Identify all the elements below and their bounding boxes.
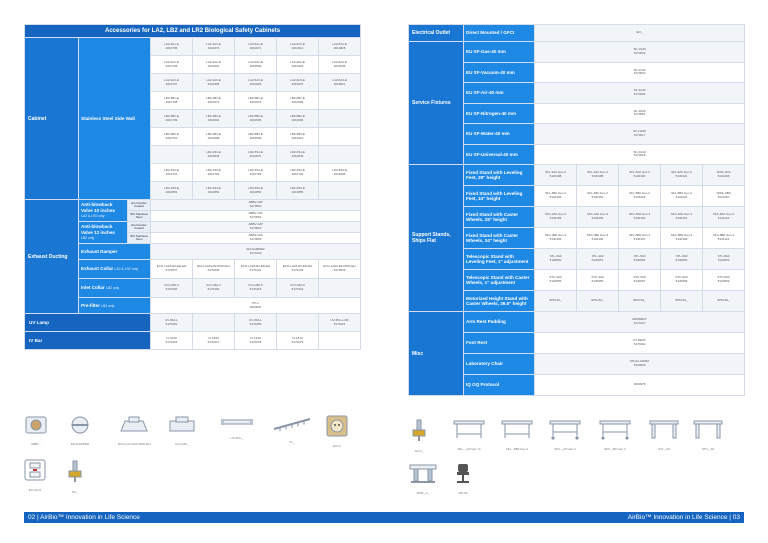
thumbnail-caption: STC-_A0 — [701, 447, 715, 451]
part-number-cell: SF-1A40 5170006 — [535, 83, 745, 104]
part-number-cell: STL-4A0 5130051 — [577, 249, 619, 270]
product-thumbnail — [24, 415, 48, 446]
part-number-cell: SF-1V40 5170003 — [535, 62, 745, 83]
part-number-cell: LR2-5S1-E 2010847 — [235, 146, 277, 164]
section-label-exhaust: Exhaust Ducting — [25, 200, 79, 314]
part-number-cell: STC-5A0 5130057 — [619, 270, 661, 291]
gas-fixture-icon — [408, 418, 430, 447]
thumbnail-caption: ABBV_ — [31, 442, 41, 446]
product-thumbnail — [598, 418, 632, 451]
thumbnail-caption: STL-_A0 — [658, 447, 670, 451]
part-number-cell: SFC-8B0 Gen 2 5131123 — [703, 228, 745, 249]
item-label-text: Exhaust Collar — [81, 266, 114, 272]
part-number-cell: LA2-6A2-E 2010603 — [277, 56, 319, 74]
part-number-cell: LA2-4A1-E 2010673 — [193, 38, 235, 56]
part-number-cell: SFL-6B0 Gen 2 5131004 — [661, 186, 703, 207]
item-label-stand: Fixed Stand with Leveling Feet, 28" height — [464, 165, 535, 186]
thumbnail-caption: SFC-_B0 Gen 2 — [604, 447, 626, 451]
part-number-cell: ICO-LB2-6 5170322 — [277, 279, 319, 298]
thumbnail-caption: ED-DAMPER — [70, 442, 89, 446]
part-number-cell: LR2-5S3-E 2010853 — [235, 182, 277, 200]
stand-icon — [500, 418, 534, 445]
item-label-fixture: EU SF-Air-40 mm — [464, 83, 535, 104]
part-number-cell: LR2-4S1-E 2010845 — [193, 146, 235, 164]
part-number-cell: IV-3100 5170216 — [151, 332, 193, 350]
item-label-fixture: EU SF-Universal-40 mm — [464, 144, 535, 165]
item-label-stand: Telescopic Stand with Leveling Feet, 1" adjustment — [464, 249, 535, 270]
right-table-body — [409, 25, 745, 396]
part-number-cell: LB2-3B2-E 2010709 — [151, 110, 193, 128]
part-number-cell: ED-DAMPER 5170134 — [151, 244, 361, 260]
part-number-cell — [277, 314, 319, 332]
table-row — [25, 200, 361, 211]
part-number-cell: SFL-4B0 Gen 2 5130151 — [577, 186, 619, 207]
motorized-stand-icon — [408, 462, 438, 489]
product-thumbnail — [648, 418, 680, 451]
part-number-cell: LA2-5A2-E 2010602 — [235, 56, 277, 74]
service-fixture-icon — [64, 459, 86, 488]
part-number-cell: SFC-3B0 Gen 2 5130165 — [535, 228, 577, 249]
right-product-thumbnails — [408, 418, 748, 503]
part-number-cell: IV-1240 5170278 — [235, 332, 277, 350]
thumbnail-caption: EO-GFCI — [28, 488, 42, 492]
part-number-cell: STC-3A0 5130055 — [535, 270, 577, 291]
product-thumbnail — [68, 415, 92, 446]
part-number-cell: LA2-8A2-E 2011505 — [319, 56, 361, 74]
part-number-cell: ARMREST 5170127 — [535, 312, 745, 333]
part-number-cell: STL-8A0 5130054 — [703, 249, 745, 270]
part-number-cell: ABBV-12S 5170055 — [151, 233, 361, 244]
damper-icon — [68, 415, 92, 440]
part-number-cell: ABBV-10P 5170052 — [151, 200, 361, 211]
part-number-cell: SF-2U40 5170018 — [535, 144, 745, 165]
part-number-cell: LB2-3B1-E 2010708 — [151, 92, 193, 110]
part-number-cell — [193, 314, 235, 332]
product-thumbnail — [64, 459, 86, 494]
item-label-valve10 — [79, 200, 128, 222]
table-row — [25, 38, 361, 56]
product-thumbnail — [24, 459, 46, 492]
part-number-cell: ICO-LB2-5 5170216 — [235, 279, 277, 298]
item-label-misc: Laboratory Chair — [464, 354, 535, 375]
part-number-cell: MS-02-AR360 5130006 — [535, 354, 745, 375]
product-thumbnail — [326, 415, 348, 448]
part-number-cell: ICO-LB2-3 5170320 — [151, 279, 193, 298]
part-number-cell: LA2-8A3-E 2018021 — [319, 74, 361, 92]
table-row — [25, 314, 361, 332]
thumbnail-caption: SPM-_A_ — [416, 491, 430, 495]
part-number-cell: SFL-4A0 Gen 2 5130188 — [577, 165, 619, 186]
uv-lamp-icon — [220, 415, 254, 434]
finish-label: EG Powder Coated — [128, 200, 151, 211]
part-number-cell: SPM-5A_ — [619, 291, 661, 312]
item-label-text: Inlet Collar — [81, 285, 105, 291]
part-number-cell: LR2-8S2-E 2011006 — [319, 164, 361, 182]
product-thumbnail — [168, 415, 196, 446]
part-number-cell: SPM-4A_ — [577, 291, 619, 312]
part-number-cell: LR2-6S2-E 2010704 — [277, 164, 319, 182]
item-label — [79, 244, 151, 260]
part-number-cell: LB2-5B3-E 2010609 — [235, 128, 277, 146]
part-number-cell: SF-1G40 5170002 — [535, 42, 745, 63]
part-number-cell: SFL-3A0 Gen 2 5130188 — [535, 165, 577, 186]
part-number-cell: STL-3A0 5130050 — [535, 249, 577, 270]
part-number-cell: ECO-LA2/LR2-ED-EH 5170131 — [235, 260, 277, 279]
section-label-service-fixtures: Service Fixtures — [409, 42, 464, 165]
valve-icon — [24, 415, 48, 440]
table-row — [409, 312, 745, 333]
part-number-cell — [319, 92, 361, 110]
part-number-cell: SFC-5B0 Gen 2 5130167 — [619, 228, 661, 249]
part-number-cell: LR2-4S3-E 2010852 — [193, 182, 235, 200]
part-number-cell: LA2-4A3-E 2010605 — [193, 74, 235, 92]
accessories-table — [24, 24, 361, 350]
part-number-cell: LB2-5B1-E 2010674 — [235, 92, 277, 110]
item-note: LA2 & LR2 only — [114, 267, 139, 272]
part-number-cell: 3030378 — [535, 375, 745, 396]
part-number-cell: STL-5A0 5130052 — [619, 249, 661, 270]
part-number-cell: SFC-6B0 Gen 2 5130168 — [661, 228, 703, 249]
right-footer-text: AirBio™ Innovation in Life Science | 03 — [384, 512, 744, 523]
left-footer-text: 02 | AirBio™ Innovation in Life Science — [24, 512, 384, 523]
thumbnail-caption: IV-_ — [289, 440, 295, 444]
item-label-text: Anti-blowback Valve 12 inches — [81, 224, 115, 235]
item-label-fixture: EU SF-Gas-40 mm — [464, 42, 535, 63]
part-number-cell — [319, 332, 361, 350]
part-number-cell: STC-8A0 5130059 — [703, 270, 745, 291]
item-label-misc: Foot Rest — [464, 333, 535, 354]
item-label-text: Anti-blowback Valve 10 inches — [81, 202, 115, 213]
item-label-ivbar: IV Bar — [25, 332, 151, 350]
part-number-cell: SPM-8A_ — [703, 291, 745, 312]
chair-icon — [454, 462, 472, 489]
item-note: LB2 only — [106, 286, 120, 291]
part-number-cell: PF-2 6030001 — [151, 298, 361, 314]
exhaust-section — [25, 200, 361, 314]
item-label-fixture: EU SF-Vacuum-40 mm — [464, 62, 535, 83]
item-label-stand: Fixed Stand with Caster Wheels, 28" height — [464, 207, 535, 228]
part-number-cell: LB2-4B1-E 2010673 — [193, 92, 235, 110]
part-number-cell — [319, 128, 361, 146]
product-thumbnail — [548, 418, 582, 451]
part-number-cell: LB2-6B3-E 2010610 — [277, 128, 319, 146]
part-number-cell: ECO-LA2/LR2-ED-EH 5170037 — [151, 260, 193, 279]
item-label-stand: Motorized Height Stand with Caster Wheels, 39.5" height — [464, 291, 535, 312]
product-thumbnail — [408, 418, 430, 453]
item-label-fixture: EU SF-Nitrogen-40 mm — [464, 103, 535, 124]
right-page — [384, 0, 768, 543]
table-title: Accessories for LA2, LB2 and LR2 Biological Safety Cabinets — [25, 25, 361, 38]
item-label-text: Pre-filter — [81, 302, 100, 308]
part-number-cell — [319, 110, 361, 128]
part-number-cell: STL-6A0 5130053 — [661, 249, 703, 270]
table-row — [25, 332, 361, 350]
part-number-cell: LB2-6B2-E 2010606 — [277, 110, 319, 128]
thumbnail-caption: SFC-_A0 Gen 2 — [554, 447, 576, 451]
part-number-cell: SFC-8A0 Gen 2 5131122 — [703, 207, 745, 228]
product-thumbnail — [220, 415, 254, 440]
part-number-cell: LR2-6S1-E 2010849 — [277, 146, 319, 164]
product-thumbnail — [118, 415, 151, 446]
thumbnail-caption: MS-02 — [458, 491, 468, 495]
part-number-cell: LB2-6B1-E 2010682 — [277, 92, 319, 110]
part-number-cell: ICO-LB2-4 5170263 — [193, 279, 235, 298]
product-thumbnail — [272, 415, 312, 444]
caster-stand-icon — [598, 418, 632, 445]
product-thumbnail — [454, 462, 472, 495]
stand-icon — [452, 418, 486, 445]
part-number-cell: LB2-5B2-E 2010605 — [235, 110, 277, 128]
part-number-cell: LR2-6S3-E 2010855 — [277, 182, 319, 200]
part-number-cell: SFL-5B0 Gen 2 5131003 — [619, 186, 661, 207]
left-product-thumbnails — [24, 415, 364, 505]
item-label — [79, 279, 151, 298]
item-label-side-wall: Stainless Steel Side Wall — [79, 38, 151, 200]
part-number-cell: UV-35A-L-ND 5170231 — [319, 314, 361, 332]
part-number-cell: LA2-6A3-E 2010607 — [277, 74, 319, 92]
part-number-cell: SF-1N40 5170051 — [535, 103, 745, 124]
item-label-fixture: EU SF-Water-40 mm — [464, 124, 535, 145]
section-label-support-stands: Support Stands, Ships Flat — [409, 165, 464, 312]
thumbnail-caption: EO-G — [333, 444, 341, 448]
product-thumbnail — [692, 418, 724, 451]
section-label-outlet: Electrical Outlet — [409, 25, 464, 42]
item-label-outlet: Direct Mounted / GFCI — [464, 25, 535, 42]
part-number-cell: LA2-8A1-E 2010828 — [319, 38, 361, 56]
telescopic-stand-icon — [692, 418, 724, 445]
thumbnail-caption: SFL-_ (all Gen 2) — [457, 447, 481, 451]
part-number-cell: SFL-6A0 Gen 2 5130121 — [661, 165, 703, 186]
thumbnail-caption: ICO-LB2_ — [175, 442, 189, 446]
part-number-cell: LB2-4B2-E 2010604 — [193, 110, 235, 128]
part-number-cell: LR2-4S2-E 2010702 — [193, 164, 235, 182]
thumbnail-caption: ECO-LA2-LR2-MOD-EH — [118, 442, 151, 446]
caster-stand-icon — [548, 418, 582, 445]
item-label-misc: Arm Rest Padding — [464, 312, 535, 333]
part-number-cell: STC-4A0 5130056 — [577, 270, 619, 291]
item-label-valve12 — [79, 222, 128, 244]
thumbnail-caption: UV-35A-_ — [230, 436, 244, 440]
part-number-cell — [151, 146, 193, 164]
thumbnail-caption: SF-_ — [71, 490, 79, 494]
part-number-cell: LR2-3S2-E 2010701 — [151, 164, 193, 182]
part-number-cell: LR2-5S2-E 2010703 — [235, 164, 277, 182]
part-number-cell: SFC-4B0 Gen 2 5130166 — [577, 228, 619, 249]
cabinet-section — [25, 38, 361, 200]
collar-icon — [119, 415, 149, 440]
part-number-cell: SF-1W40 5170017 — [535, 124, 745, 145]
section-label-misc: Misc — [409, 312, 464, 396]
part-number-cell: SPM-3A_ — [535, 291, 577, 312]
item-label-stand: Telescopic Stand with Caster Wheels, 1" adjustment — [464, 270, 535, 291]
part-number-cell: STC-6A0 5130058 — [661, 270, 703, 291]
table-row — [409, 42, 745, 63]
part-number-cell — [319, 182, 361, 200]
item-note: LB2 only — [101, 303, 115, 308]
part-number-cell: SPM-6A_ — [661, 291, 703, 312]
item-label-misc: IQ OQ Protocol — [464, 375, 535, 396]
part-number-cell: LA2-5A3-E 2010606 — [235, 74, 277, 92]
part-number-cell: SFRL-8B0 5131287 — [703, 186, 745, 207]
part-number-cell: SFL-3B0 Gen 2 5130192 — [535, 186, 577, 207]
part-number-cell: UV-35A-L 5170251 — [151, 314, 193, 332]
uv-iv-section — [25, 314, 361, 350]
section-label-cabinet: Cabinet — [25, 38, 79, 200]
item-label — [79, 298, 151, 314]
item-label-stand: Fixed Stand with Leveling Feet, 34" height — [464, 186, 535, 207]
inlet-collar-icon — [168, 415, 196, 440]
item-label — [79, 260, 151, 279]
item-label-stand: Fixed Stand with Caster Wheels, 34" height — [464, 228, 535, 249]
accessories-table-continued — [408, 24, 745, 396]
right-footer — [384, 512, 768, 523]
product-thumbnail — [500, 418, 534, 451]
part-number-cell: LR2-3S3-E 2010851 — [151, 182, 193, 200]
table-row — [409, 165, 745, 186]
part-number-cell: ECO-LA2/LR2-ED-EH 5170132 — [277, 260, 319, 279]
part-number-cell: ABBV-12P 5170053 — [151, 222, 361, 233]
part-number-cell: LA2-3A1-E 2010705 — [151, 38, 193, 56]
item-note: LA2 & LR2 only — [81, 213, 105, 218]
part-number-cell: LB2-3B3-E 2010710 — [151, 128, 193, 146]
left-footer — [0, 512, 384, 523]
finish-label: EG Powder Coated — [128, 222, 151, 233]
part-number-cell: LA2-4A2-E 2010601 — [193, 56, 235, 74]
item-label-uv: UV Lamp — [25, 314, 151, 332]
part-number-cell: UV-35A-L 5170255 — [235, 314, 277, 332]
part-number-cell: FT-REST 5170402 — [535, 333, 745, 354]
part-number-cell: IV-1260 5170217 — [193, 332, 235, 350]
part-number-cell — [319, 146, 361, 164]
part-number-cell: ECO-LA2/LR2-MOD-EH 5170039 — [193, 260, 235, 279]
part-number-cell — [319, 279, 361, 298]
thumbnail-caption: SF-G_ — [414, 449, 424, 453]
finish-label: 304 Stainless Steel — [128, 211, 151, 222]
part-number-cell: LB2-4B3-E 2010608 — [193, 128, 235, 146]
part-number-cell: SFC-4A0 Gen 2 5130152 — [577, 207, 619, 228]
part-number-cell: IV-1870 5170279 — [277, 332, 319, 350]
part-number-cell: LA2-5A1-E 2010671 — [235, 38, 277, 56]
part-number-cell: SFL-5A0 Gen 2 5130190 — [619, 165, 661, 186]
part-number-cell: SFC-5A0 Gen 2 5130162 — [619, 207, 661, 228]
iv-bar-icon — [272, 415, 312, 438]
item-label-text: Exhaust Damper — [81, 248, 118, 254]
part-number-cell: SFRL-8A0 5131286 — [703, 165, 745, 186]
part-number-cell: EO_ — [535, 25, 745, 42]
part-number-cell: LA2-3A3-E 2010707 — [151, 74, 193, 92]
product-thumbnail — [408, 462, 438, 495]
gfci-outlet-icon — [24, 459, 46, 486]
part-number-cell: LA2-3A2-E 2010706 — [151, 56, 193, 74]
part-number-cell: LA2-6A1-E 2010612 — [277, 38, 319, 56]
part-number-cell: SFC-6A0 Gen 2 5130154 — [661, 207, 703, 228]
part-number-cell: ABBV-10S 5170054 — [151, 211, 361, 222]
part-number-cell: ECO-LA2/LR2-MOD-EH 5170536 — [319, 260, 361, 279]
item-note: LB2 only — [81, 235, 95, 240]
outlet-icon — [326, 415, 348, 442]
product-thumbnail — [452, 418, 486, 451]
table-row — [409, 25, 745, 42]
thumbnail-caption: SFL-_8B0 Gen 2 — [505, 447, 529, 451]
finish-label: 304 Stainless Steel — [128, 233, 151, 244]
telescopic-stand-icon — [648, 418, 680, 445]
part-number-cell: SFC-3A0 Gen 2 5130155 — [535, 207, 577, 228]
